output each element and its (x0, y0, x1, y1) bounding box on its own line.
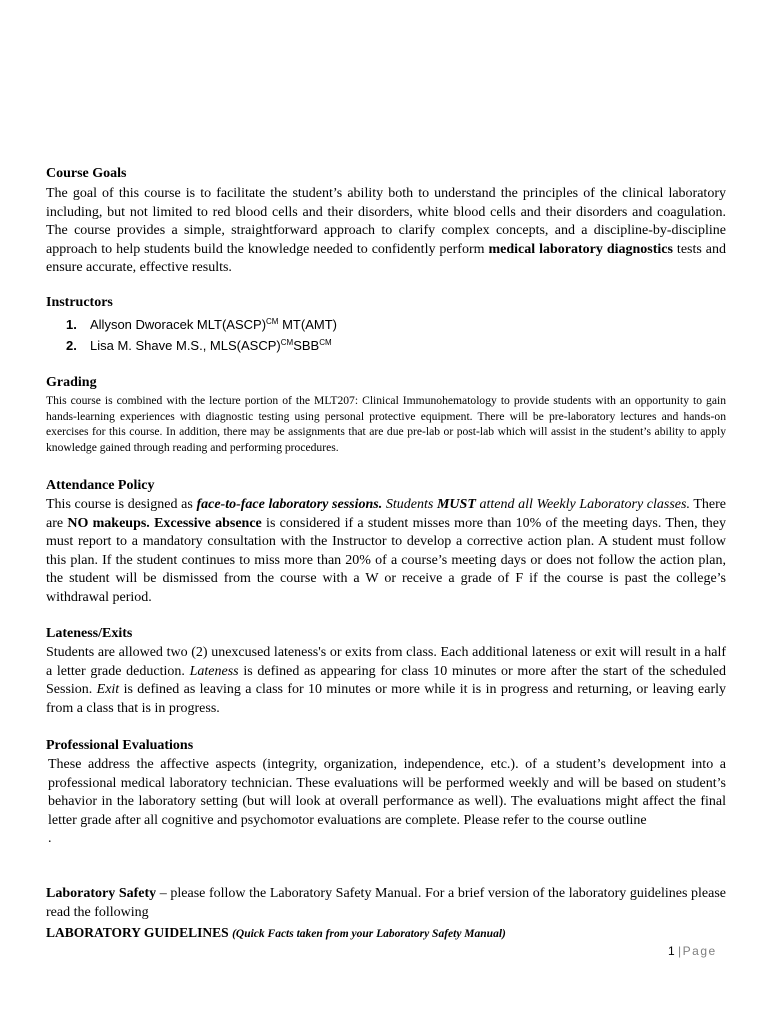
attendance-italic-1: Students (382, 497, 437, 512)
evaluations-trailing-dot: . (48, 831, 52, 846)
safety-text: – please follow the Laboratory Safety Manual. For a brief version of the laboratory guidelines please read the following (46, 886, 726, 920)
instructors-section (46, 294, 726, 356)
instructor-item (46, 335, 726, 356)
attendance-heading: Attendance Policy (46, 478, 155, 493)
course-goals-bold: medical laboratory diagnostics (488, 241, 673, 257)
instructor-name: Allyson Dworacek MLT(ASCP) (90, 317, 267, 332)
instructor-credential: MT(AMT) (278, 317, 337, 332)
grading-section (46, 374, 726, 455)
instructor-name: Lisa M. Shave M.S., MLS(ASCP) (90, 338, 281, 353)
lateness-italic-2: Exit (96, 682, 120, 697)
page-number: 1 (668, 944, 675, 958)
credential-superscript: CM (266, 317, 279, 326)
page-label: Page (682, 944, 717, 958)
attendance-bold-italic-1: face-to-face laboratory sessions. (196, 497, 383, 512)
lateness-text-3: is defined as leaving a class for 10 minutes or more while it is in progress and returning, or leaving early from a class that is in progress. (46, 682, 726, 716)
instructors-list (46, 314, 726, 356)
evaluations-section (46, 737, 726, 849)
attendance-text-1: This course is designed as (46, 497, 197, 512)
credential-superscript: CM (280, 338, 294, 347)
guidelines-subtitle: (Quick Facts taken from your Laboratory Safety Manual) (232, 928, 506, 940)
guidelines-heading (46, 924, 726, 943)
lateness-paragraph (46, 644, 726, 718)
attendance-paragraph (46, 496, 726, 607)
course-goals-text-2: tests and ensure accurate, effective results. (46, 241, 726, 275)
attendance-text-2: There are (46, 497, 727, 531)
lateness-text-1: Students are allowed two (2) unexcused lateness's or exits from class. Each additional lateness or exit will result in a half a letter grade deduction. (46, 645, 726, 679)
safety-section (46, 885, 726, 922)
instructors-heading: Instructors (46, 295, 113, 310)
page-separator: | (678, 944, 683, 958)
attendance-italic-2: attend all Weekly Laboratory classes. (475, 497, 690, 512)
list-number: 1. (66, 317, 77, 332)
lateness-text-2: is defined as appearing for class 10 minutes or more after the start of the scheduled Session. (46, 663, 726, 697)
safety-bold: Laboratory Safety (46, 886, 157, 901)
credential-superscript: CM (319, 338, 332, 347)
course-goals-paragraph (46, 185, 726, 278)
instructor-credential: SBB (293, 338, 320, 353)
course-goals-section (46, 165, 726, 278)
attendance-section (46, 477, 726, 607)
instructor-item (46, 314, 726, 335)
lateness-heading: Lateness/Exits (46, 626, 133, 641)
lateness-section (46, 625, 726, 718)
lateness-italic-1: Lateness (189, 663, 239, 679)
attendance-bold-1: NO makeups. Excessive absence (67, 515, 262, 531)
course-goals-heading: Course Goals (46, 166, 127, 181)
evaluations-paragraph: These address the affective aspects (integrity, organization, independence, etc.). of a student’s development into a professional medical laboratory technician. These evaluations will be performed weekly and will be based on student’s behavior in the laboratory setting (but will look at overall performance as well). The evaluations might affect the final letter grade after all cognitive and psychomotor evaluations are complete. Please refer to the course outline (48, 757, 726, 828)
page-footer (668, 944, 717, 958)
grading-paragraph: This course is combined with the lecture portion of the MLT207: Clinical Immunohematology to provide students with an opportunity to gain hands-learning experiences with diagnostic testing using personal protective equipment. There will be pre-laboratory lectures and hands-on exercises for this course. In addition, there may be assignments that are due pre-lab or post-lab which will assist in the student’s ability to apply knowledge gained through reading and performing procedures. (46, 394, 726, 454)
safety-paragraph (46, 885, 726, 922)
grading-heading: Grading (46, 375, 97, 390)
evaluations-heading: Professional Evaluations (46, 738, 194, 753)
document-page (46, 0, 726, 1024)
course-goals-text-1: The goal of this course is to facilitate the student’s ability both to understand the principles of the clinical laboratory including, but not limited to red blood cells and their disorders, white blood cells and their disorders and coagulation. The course provides a simple, straightforward approach to clarify complex concepts, and a discipline-by-discipline approach to help students build the knowledge needed to confidently perform (46, 186, 726, 257)
attendance-bold-italic-2: MUST (436, 497, 476, 512)
attendance-text-3: is considered if a student misses more than 10% of the meeting days. Then, they must report to a mandatory consultation with the Instructor to develop a corrective action plan. A student must follow this plan. If the student continues to miss more than 20% of a course’s meeting days or does not follow the action plan, the student will be dismissed from the course with a W or receive a grade of F if the course is past the college’s withdrawal period. (46, 515, 726, 605)
guidelines-section (46, 924, 726, 943)
list-number: 2. (66, 338, 77, 353)
guidelines-title: LABORATORY GUIDELINES (46, 925, 229, 940)
